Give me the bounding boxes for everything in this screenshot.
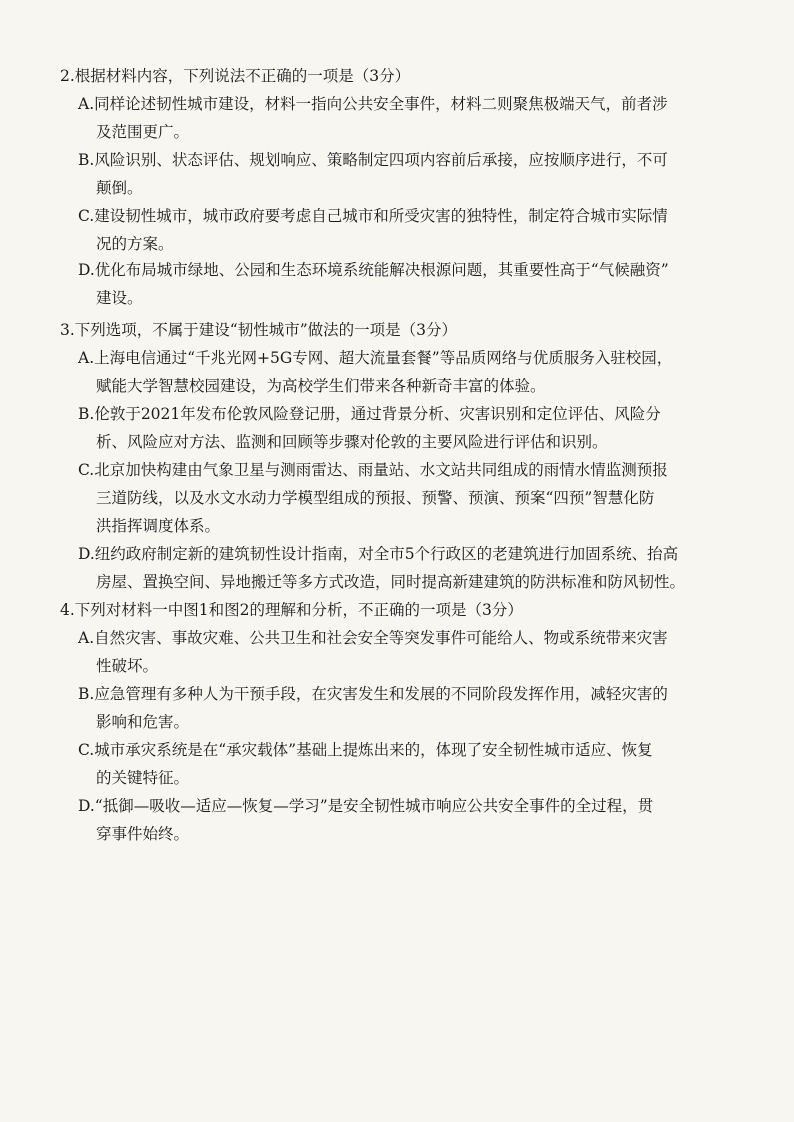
- q4-option-a-line2: 性破坏。: [96, 657, 159, 675]
- q3-option-c-line2: 三道防线，以及水文水动力学模型组成的预报、预警、预演、预案“四预”智慧化防: [96, 489, 655, 507]
- q4-option-c-line1: C.城市承灾系统是在“承灾载体”基础上提炼出来的，体现了安全韧性城市适应、恢复: [78, 741, 653, 759]
- q4-option-b: [78, 680, 758, 736]
- q3-option-d: [78, 540, 758, 596]
- q4-stem: 4.下列对材料一中图1和图2的理解和分析，不正确的一项是（3分）: [60, 601, 523, 619]
- q3-option-b-line2: 析、风险应对方法、监测和回顾等步骤对伦敦的主要风险进行评估和识别。: [96, 433, 608, 451]
- q2-option-d: [78, 256, 758, 312]
- q3-option-b-line1: B.伦敦于2021年发布伦敦风险登记册，通过背景分析、灾害识别和定位评估、风险分: [78, 405, 661, 423]
- q2-stem: 2.根据材料内容，下列说法不正确的一项是（3分）: [60, 67, 411, 85]
- q2-option-c-line2: 况的方案。: [96, 235, 174, 253]
- q2-option-d-line2: 建设。: [96, 289, 143, 307]
- q4-option-c: [78, 736, 758, 792]
- q2-option-b: [78, 146, 758, 202]
- q2-option-c: [78, 202, 758, 258]
- q3-option-a-line1: A.上海电信通过“千兆光网+5G专网、超大流量套餐”等品质网络与优质服务入驻校园，: [78, 349, 673, 367]
- q3-option-c-line1: C.北京加快构建由气象卫星与测雨雷达、雨量站、水文站共同组成的雨情水情监测预报: [78, 461, 668, 479]
- q4-option-c-line2: 的关键特征。: [96, 769, 190, 787]
- q2-option-b-line2: 颠倒。: [96, 179, 143, 197]
- q3-option-a: [78, 344, 758, 400]
- q3-option-a-line2: 赋能大学智慧校园建设，为高校学生们带来各种新奇丰富的体验。: [96, 377, 546, 395]
- q2-option-b-line1: B.风险识别、状态评估、规划响应、策略制定四项内容前后承接，应按顺序进行，不可: [78, 151, 668, 169]
- q4-option-b-line2: 影响和危害。: [96, 713, 190, 731]
- q3-option-c: [78, 456, 758, 540]
- q3-option-c-line3: 洪指挥调度体系。: [96, 517, 221, 535]
- q3-option-d-line2: 房屋、置换空间、异地搬迁等多方式改造，同时提高新建建筑的防洪标准和防风韧性。: [96, 573, 686, 591]
- q4-option-d: [78, 792, 758, 848]
- q2-option-a: [78, 90, 758, 146]
- q4-option-a: [78, 624, 758, 680]
- q2-option-d-line1: D.优化布局城市绿地、公园和生态环境系统能解决根源问题，其重要性高于“气候融资”: [78, 261, 669, 279]
- q3-option-b: [78, 400, 758, 456]
- q2-option-c-line1: C.建设韧性城市，城市政府要考虑自己城市和所受灾害的独特性，制定符合城市实际情: [78, 207, 668, 225]
- q4-option-d-line2: 穿事件始终。: [96, 825, 190, 843]
- q3-option-d-line1: D.纽约政府制定新的建筑韧性设计指南，对全市5个行政区的老建筑进行加固系统、抬高: [78, 545, 679, 563]
- q2-option-a-line2: 及范围更广。: [96, 123, 190, 141]
- q4-option-d-line1: D.“抵御—吸收—适应—恢复—学习”是安全韧性城市响应公共安全事件的全过程，贯: [78, 797, 654, 815]
- q3-stem: 3.下列选项，不属于建设“韧性城市”做法的一项是（3分）: [60, 321, 458, 339]
- q4-option-a-line1: A.自然灾害、事故灾难、公共卫生和社会安全等突发事件可能给人、物或系统带来灾害: [78, 629, 668, 647]
- q2-option-a-line1: A.同样论述韧性城市建设，材料一指向公共安全事件，材料二则聚焦极端天气，前者涉: [78, 95, 668, 113]
- q4-option-b-line1: B.应急管理有多种人为干预手段，在灾害发生和发展的不同阶段发挥作用，减轻灾害的: [78, 685, 668, 703]
